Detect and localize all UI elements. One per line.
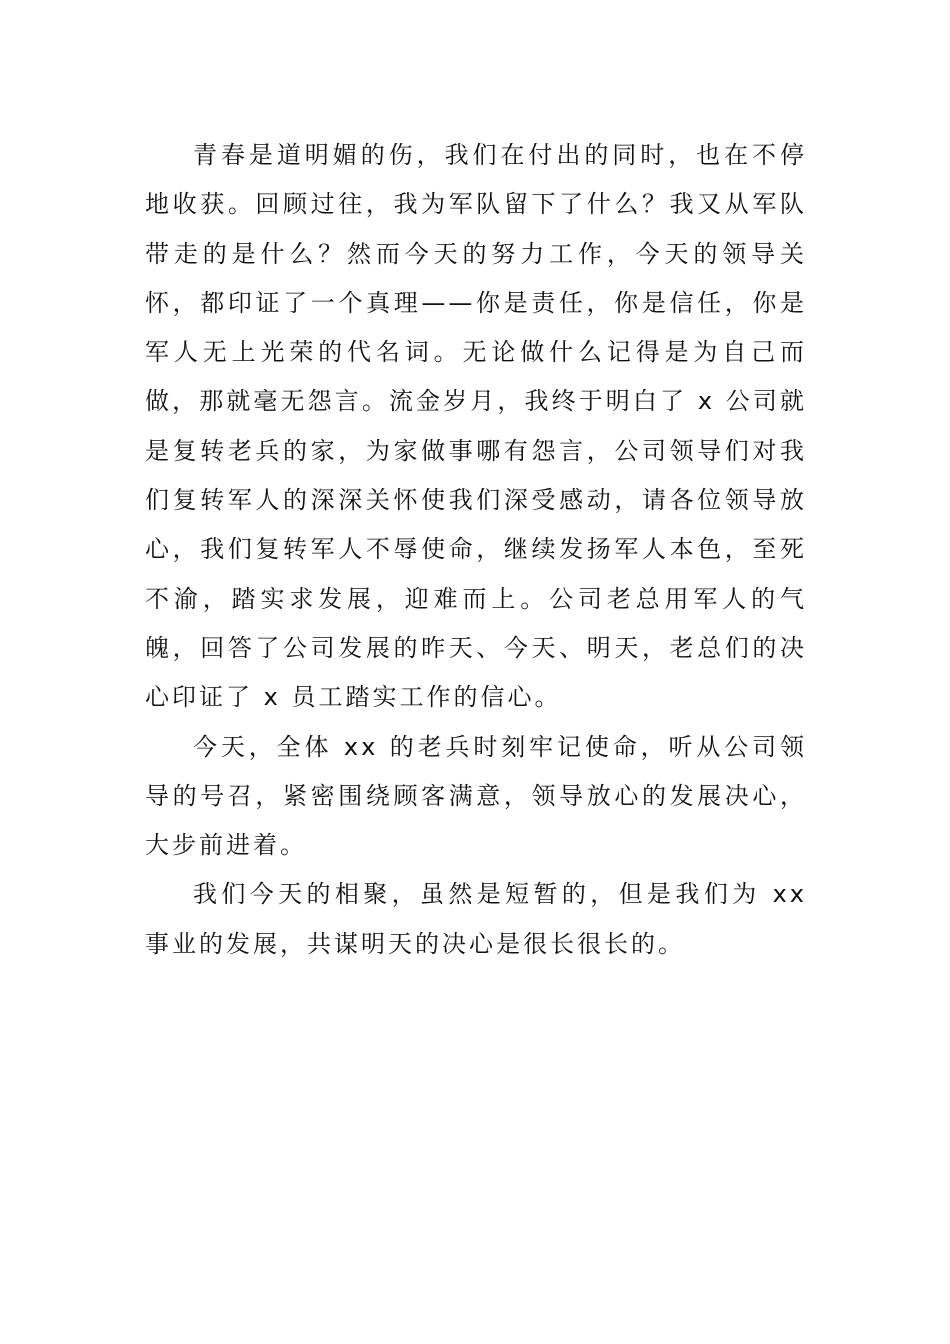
paragraph-3: 我们今天的相聚，虽然是短暂的，但是我们为 xx 事业的发展，共谋明天的决心是很长很长的。 [145,880,807,958]
document-body [145,131,807,969]
paragraph-2: 今天，全体 xx 的老兵时刻牢记使命，听从公司领导的号召，紧密围绕顾客满意，领导放心的发展决心，大步前进着。 [145,732,807,860]
paragraph-1: 青春是道明媚的伤，我们在付出的同时，也在不停地收获。回顾过往，我为军队留下了什么？我又从军队带走的是什么？然而今天的努力工作，今天的领导关怀，都印证了一个真理——你是责任，你是信任，你是军人无上光荣的代名词。无论做什么记得是为自己而做，那就毫无怨言。流金岁月，我终于明白了 x 公司就是复转老兵的家，为家做事哪有怨言，公司领导们对我们复转军人的深深关怀使我们深受感动，请各位领导放心，我们复转军人不辱使命，继续发扬军人本色，至死不渝，踏实求发展，迎难而上。公司老总用军人的气魄，回答了公司发展的昨天、今天、明天，老总们的决心印证了 x 员工踏实工作的信心。 [145,141,807,712]
